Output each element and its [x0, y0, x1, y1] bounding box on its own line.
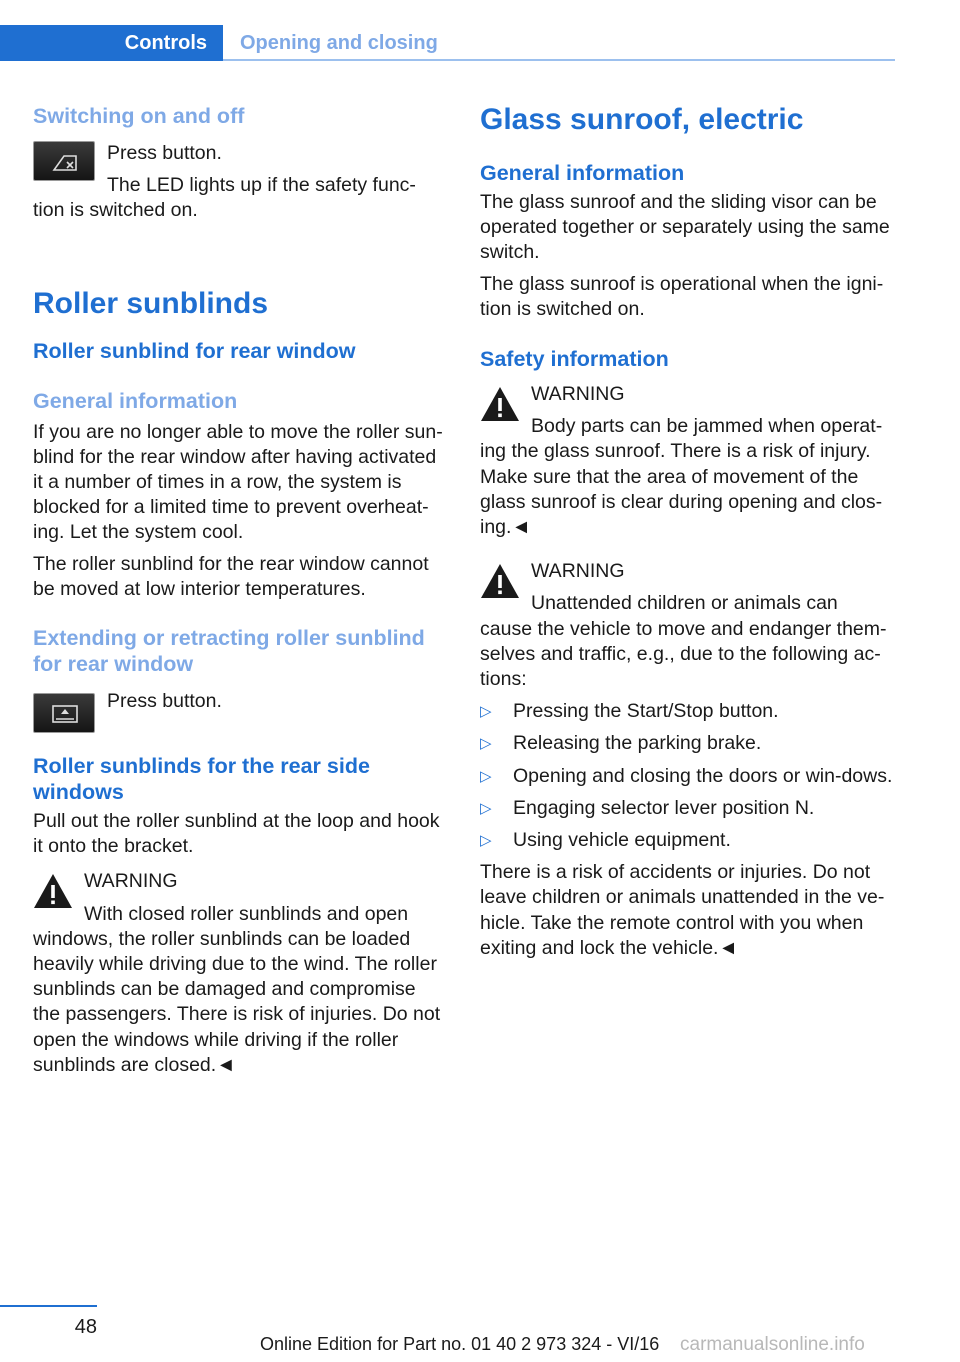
safety-heading: Safety information: [480, 347, 669, 372]
closing-paragraph: There is a risk of accidents or injuries. Do not leave children or animals unattended in the ve‐hicle. Take the remote control with you when exiting and lock the vehicle.◄: [480, 861, 885, 959]
list-item: ▷ Releasing the parking brake.: [480, 731, 895, 756]
warning-box-children: [480, 559, 895, 616]
warning-triangle-icon: [33, 873, 73, 909]
right-general-heading: General information: [480, 161, 685, 185]
general-info-heading: General information: [33, 388, 238, 413]
warning-box-jam: [480, 382, 895, 439]
general-p1: If you are no longer able to move the roller sun‐blind for the rear window after having activated it a number of times in a row, the system is blocked for a limited time to prevent overheat‐ing. Let the system cool.: [33, 420, 443, 544]
page-number: 48: [74, 1316, 97, 1338]
side-p1: Pull out the roller sunblind at the loop and hook it onto the bracket.: [33, 810, 440, 858]
warning-triangle-icon: [480, 386, 520, 422]
page-header: [0, 25, 895, 61]
extend-heading: Extending or retracting roller sunblind for rear window: [33, 626, 425, 677]
extend-btn-text: Press button.: [107, 690, 222, 713]
triangle-bullet-icon: ▷: [480, 703, 492, 721]
warning1-rest: ing the glass sunroof. There is a risk of injury. Make sure that the area of movement of the glass sunroof is clear during opening and clos‐ing.◄: [480, 440, 883, 539]
glass-sunroof-title: Glass sunroof, electric: [480, 103, 804, 136]
warning-triangle-icon: [480, 563, 520, 599]
warning1-first-line: Body parts can be jammed when operat‐: [531, 415, 883, 438]
triangle-bullet-icon: ▷: [480, 799, 492, 817]
warning2-label: WARNING: [531, 560, 625, 583]
warning1-label: WARNING: [531, 383, 625, 406]
list-item: ▷ Pressing the Start/Stop button.: [480, 699, 895, 724]
extend-button-row: [33, 689, 448, 739]
window-safety-switch-icon: [33, 141, 95, 181]
switch-btn-text: Press button.: [107, 142, 222, 164]
right-general-p1: The glass sunroof and the sliding visor can be operated together or separately using the same switch.: [480, 191, 890, 264]
footer-rule: [0, 1305, 97, 1307]
right-general-p2: The glass sunroof is operational when the igni‐tion is switched on.: [480, 272, 884, 320]
warning-first-line: With closed roller sunblinds and open: [84, 902, 409, 925]
warning-box-sunblinds: [33, 869, 448, 926]
triangle-bullet-icon: ▷: [480, 767, 492, 785]
side-windows-heading: Roller sunblinds for the rear side windows: [33, 754, 370, 805]
switch-button-row: [33, 141, 448, 198]
switch-led-first: The LED lights up if the safety func‐: [107, 174, 416, 197]
actions-list: [480, 699, 895, 853]
right-column: [480, 100, 895, 961]
edition-text: Online Edition for Part no. 01 40 2 973 324 - VI/16: [260, 1334, 660, 1354]
watermark-text: carmanualsonline.info: [680, 1334, 865, 1355]
triangle-bullet-icon: ▷: [480, 832, 492, 850]
warning2-rest: cause the vehicle to move and endanger them‐selves and traffic, e.g., due to the following ac‐tions:: [480, 617, 887, 691]
left-column: [33, 100, 448, 1078]
list-item: ▷ Using vehicle equipment.: [480, 828, 895, 853]
warning-rest: windows, the roller sunblinds can be loaded heavily while driving due to the wind. The roller sunblinds can be damaged and compromise the passengers. There is risk of injuries. Do not open the windows while driving if the roller sunblinds are closed.◄: [33, 927, 441, 1076]
section-tab[interactable]: Opening and closing: [240, 32, 438, 54]
switch-heading: Switching on and off: [33, 104, 245, 128]
rear-sunblind-switch-icon: [33, 693, 95, 733]
list-item: ▷ Engaging selector lever position N.: [480, 796, 895, 821]
warning-label: WARNING: [84, 870, 178, 893]
roller-sunblinds-title: Roller sunblinds: [33, 286, 269, 320]
general-p2: The roller sunblind for the rear window cannot be moved at low interior temperatures.: [33, 552, 429, 600]
header-rule: [223, 59, 895, 61]
warning2-first-line: Unattended children or animals can: [531, 592, 838, 615]
chapter-tab[interactable]: Controls: [0, 25, 223, 61]
triangle-bullet-icon: ▷: [480, 735, 492, 753]
switch-led-rest: tion is switched on.: [33, 199, 198, 222]
rear-window-heading: Roller sunblind for rear window: [33, 338, 356, 363]
list-item: ▷ Opening and closing the doors or win‐dows.: [480, 764, 895, 789]
